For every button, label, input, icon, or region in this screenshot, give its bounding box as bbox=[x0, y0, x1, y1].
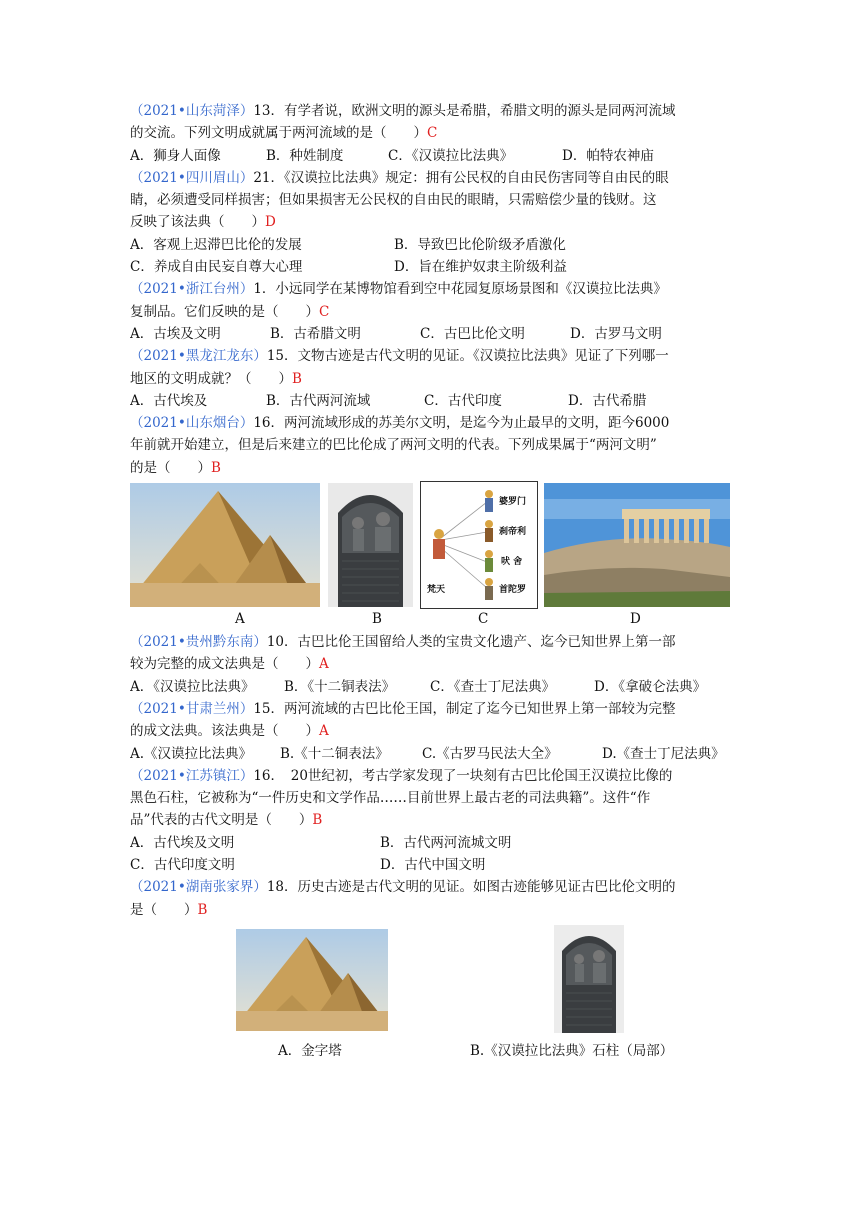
question-16-line-1 bbox=[130, 412, 730, 434]
option-b: B．种姓制度 bbox=[266, 147, 344, 164]
answer: B bbox=[211, 459, 221, 476]
caption-b: B.《汉谟拉比法典》石柱（局部） bbox=[470, 1042, 674, 1059]
answer: C bbox=[427, 125, 438, 142]
options-row bbox=[130, 743, 730, 765]
question-text: 的成文法典。该法典是（ ） bbox=[130, 723, 319, 740]
hammurabi-stele-image bbox=[328, 483, 413, 607]
caption-d: D bbox=[630, 611, 641, 628]
options-row bbox=[130, 234, 730, 256]
question-text: 18．历史古迹是古代文明的见证。如图古迹能够见证古巴比伦文明的 bbox=[266, 879, 676, 896]
question-text: 黑色石柱，它被称为“一件历史和文学作品……目前世界上最古老的司法典籍”。这件“作 bbox=[130, 790, 651, 807]
options-row bbox=[130, 676, 730, 698]
source-tag: （2021•贵州黔东南） bbox=[130, 634, 267, 651]
answer: B bbox=[197, 901, 208, 918]
caste-label-kshatriya: 刹帝利 bbox=[499, 527, 527, 538]
question-text: 1．小远同学在某博物馆看到空中花园复原场景图和《汉谟拉比法典》 bbox=[253, 281, 667, 298]
options-row bbox=[130, 323, 730, 345]
option-c: C．《查士丁尼法典》 bbox=[430, 678, 556, 695]
pyramids-image bbox=[130, 483, 320, 607]
question-21-line-2 bbox=[130, 189, 730, 211]
options-row bbox=[130, 854, 730, 876]
caste-label-vaishya: 吠 舍 bbox=[501, 557, 523, 568]
option-d: D．古代中国文明 bbox=[380, 857, 486, 874]
question-text: 13．有学者说，欧洲文明的源头是希腊，希腊文明的源头是同两河流域 bbox=[253, 103, 676, 119]
question-10-line-1 bbox=[130, 631, 730, 653]
caption-a: A bbox=[235, 611, 245, 628]
question-text: 的交流。下列文明成就属于两河流域的是（ ） bbox=[130, 125, 427, 142]
question-text: 的是（ ） bbox=[130, 459, 211, 476]
option-c: C．古代印度 bbox=[424, 392, 502, 409]
question-16b-line-3 bbox=[130, 809, 730, 831]
caste-label-brahmin: 婆罗门 bbox=[499, 497, 527, 508]
source-tag: （2021•山东烟台） bbox=[130, 415, 254, 432]
answer: C bbox=[319, 303, 330, 320]
question-text: 年前就开始建立，但是后来建立的巴比伦成了两河文明的代表。下列成果属于“两河文明” bbox=[130, 437, 657, 454]
caste-diagram-image bbox=[420, 481, 538, 609]
option-b: B．古代两河流域 bbox=[266, 392, 371, 409]
option-a: A．客观上迟滞巴比伦的发展 bbox=[130, 236, 302, 253]
option-c: C．《汉谟拉比法典》 bbox=[388, 147, 514, 164]
option-c: C．古巴比伦文明 bbox=[420, 325, 525, 342]
question-16-line-3 bbox=[130, 457, 730, 479]
option-d: D.《查士丁尼法典》 bbox=[602, 745, 725, 762]
question-text: 16． 20世纪初，考古学家发现了一块刻有古巴比伦国王汉谟拉比像的 bbox=[253, 767, 673, 784]
answer: B bbox=[292, 370, 302, 387]
source-tag: （2021•山东菏泽） bbox=[130, 103, 254, 119]
source-tag: （2021•湖南张家界） bbox=[130, 879, 267, 896]
caption-c: C bbox=[478, 611, 489, 628]
option-c: C.《古罗马民法大全》 bbox=[422, 745, 558, 762]
question-13-line-1 bbox=[130, 100, 730, 122]
options-row bbox=[130, 832, 730, 854]
question-text: 16．两河流域形成的苏美尔文明，是迄今为止最早的文明，距今6000 bbox=[253, 415, 670, 432]
source-tag: （2021•浙江台州） bbox=[130, 281, 254, 298]
option-c: C．养成自由民妄自尊大心理 bbox=[130, 259, 303, 276]
options-row bbox=[130, 390, 730, 412]
option-c: C．古代印度文明 bbox=[130, 857, 235, 874]
options-row bbox=[130, 256, 730, 278]
option-b: B．《十二铜表法》 bbox=[284, 678, 396, 695]
question-text: 地区的文明成就？（ ） bbox=[130, 370, 292, 387]
question-text: 较为完整的成文法典是（ ） bbox=[130, 656, 319, 673]
caption-b: B bbox=[372, 611, 382, 628]
options-row bbox=[130, 145, 730, 167]
question-1-line-1 bbox=[130, 278, 730, 300]
question-text: 复制品。它们反映的是（ ） bbox=[130, 303, 319, 320]
question-18-line-2 bbox=[130, 899, 730, 921]
question-15-line-1 bbox=[130, 345, 730, 367]
question-1-line-2 bbox=[130, 301, 730, 323]
question-text: 15．两河流域的古巴比伦王国，制定了迄今已知世界上第一部较为完整 bbox=[253, 700, 676, 717]
image-options-row-2 bbox=[130, 929, 730, 1069]
question-15b-line-2 bbox=[130, 720, 730, 742]
question-18-line-1 bbox=[130, 876, 730, 898]
option-b: B．古代两河流城文明 bbox=[380, 834, 512, 851]
option-a: A．古代埃及 bbox=[130, 392, 208, 409]
caption-a: A．金字塔 bbox=[278, 1042, 342, 1059]
answer: D bbox=[265, 214, 276, 231]
option-d: D．古代希腊 bbox=[568, 392, 647, 409]
question-21-line-1 bbox=[130, 167, 730, 189]
worksheet bbox=[130, 100, 730, 1069]
option-d: D．《拿破仑法典》 bbox=[594, 678, 707, 695]
option-a: A．古代埃及文明 bbox=[130, 834, 235, 851]
answer: A bbox=[319, 723, 329, 740]
question-text: 10．古巴比伦王国留给人类的宝贵文化遗产、迄今已知世界上第一部 bbox=[266, 634, 676, 651]
parthenon-image bbox=[544, 483, 730, 607]
question-10-line-2 bbox=[130, 653, 730, 675]
answer: A bbox=[319, 656, 329, 673]
option-a: A．《汉谟拉比法典》 bbox=[130, 678, 255, 695]
caste-label-brahma: 梵天 bbox=[427, 585, 446, 596]
option-d: D．帕特农神庙 bbox=[562, 147, 654, 164]
option-d: D．旨在维护奴隶主阶级利益 bbox=[394, 259, 567, 276]
question-21-line-3 bbox=[130, 211, 730, 233]
question-16-line-2 bbox=[130, 434, 730, 456]
answer: B bbox=[312, 812, 323, 829]
question-16b-line-1 bbox=[130, 765, 730, 787]
option-b: B．导致巴比伦阶级矛盾激化 bbox=[394, 236, 566, 253]
question-text: 反映了该法典（ ） bbox=[130, 214, 265, 231]
hammurabi-stele-image bbox=[554, 925, 624, 1033]
caste-label-shudra: 首陀罗 bbox=[499, 585, 527, 596]
option-b: B．古希腊文明 bbox=[270, 325, 361, 342]
question-15-line-2 bbox=[130, 368, 730, 390]
question-text: 品”代表的古代文明是（ ） bbox=[130, 812, 313, 829]
source-tag: （2021•黑龙江龙东） bbox=[130, 348, 267, 365]
source-tag: （2021•四川眉山） bbox=[130, 169, 254, 186]
question-16b-line-2 bbox=[130, 787, 730, 809]
option-a: A．古埃及文明 bbox=[130, 325, 221, 342]
option-a: A.《汉谟拉比法典》 bbox=[130, 745, 253, 762]
image-options-row bbox=[130, 481, 730, 631]
question-text: 是（ ） bbox=[130, 901, 198, 918]
source-tag: （2021•江苏镇江） bbox=[130, 767, 254, 784]
option-d: D．古罗马文明 bbox=[570, 325, 662, 342]
option-a: A．狮身人面像 bbox=[130, 147, 221, 164]
question-text: 睛，必须遭受同样损害；但如果损害无公民权的自由民的眼睛，只需赔偿少量的钱财。这 bbox=[130, 192, 657, 209]
question-13-line-2 bbox=[130, 122, 730, 144]
question-15b-line-1 bbox=[130, 698, 730, 720]
source-tag: （2021•甘肃兰州） bbox=[130, 700, 254, 717]
question-text: 21．《汉谟拉比法典》规定：拥有公民权的自由民伤害同等自由民的眼 bbox=[253, 169, 669, 186]
question-text: 15．文物古迹是古代文明的见证。《汉谟拉比法典》见证了下列哪一 bbox=[266, 348, 669, 365]
option-b: B.《十二铜表法》 bbox=[280, 745, 389, 762]
pyramids-image bbox=[236, 929, 388, 1031]
